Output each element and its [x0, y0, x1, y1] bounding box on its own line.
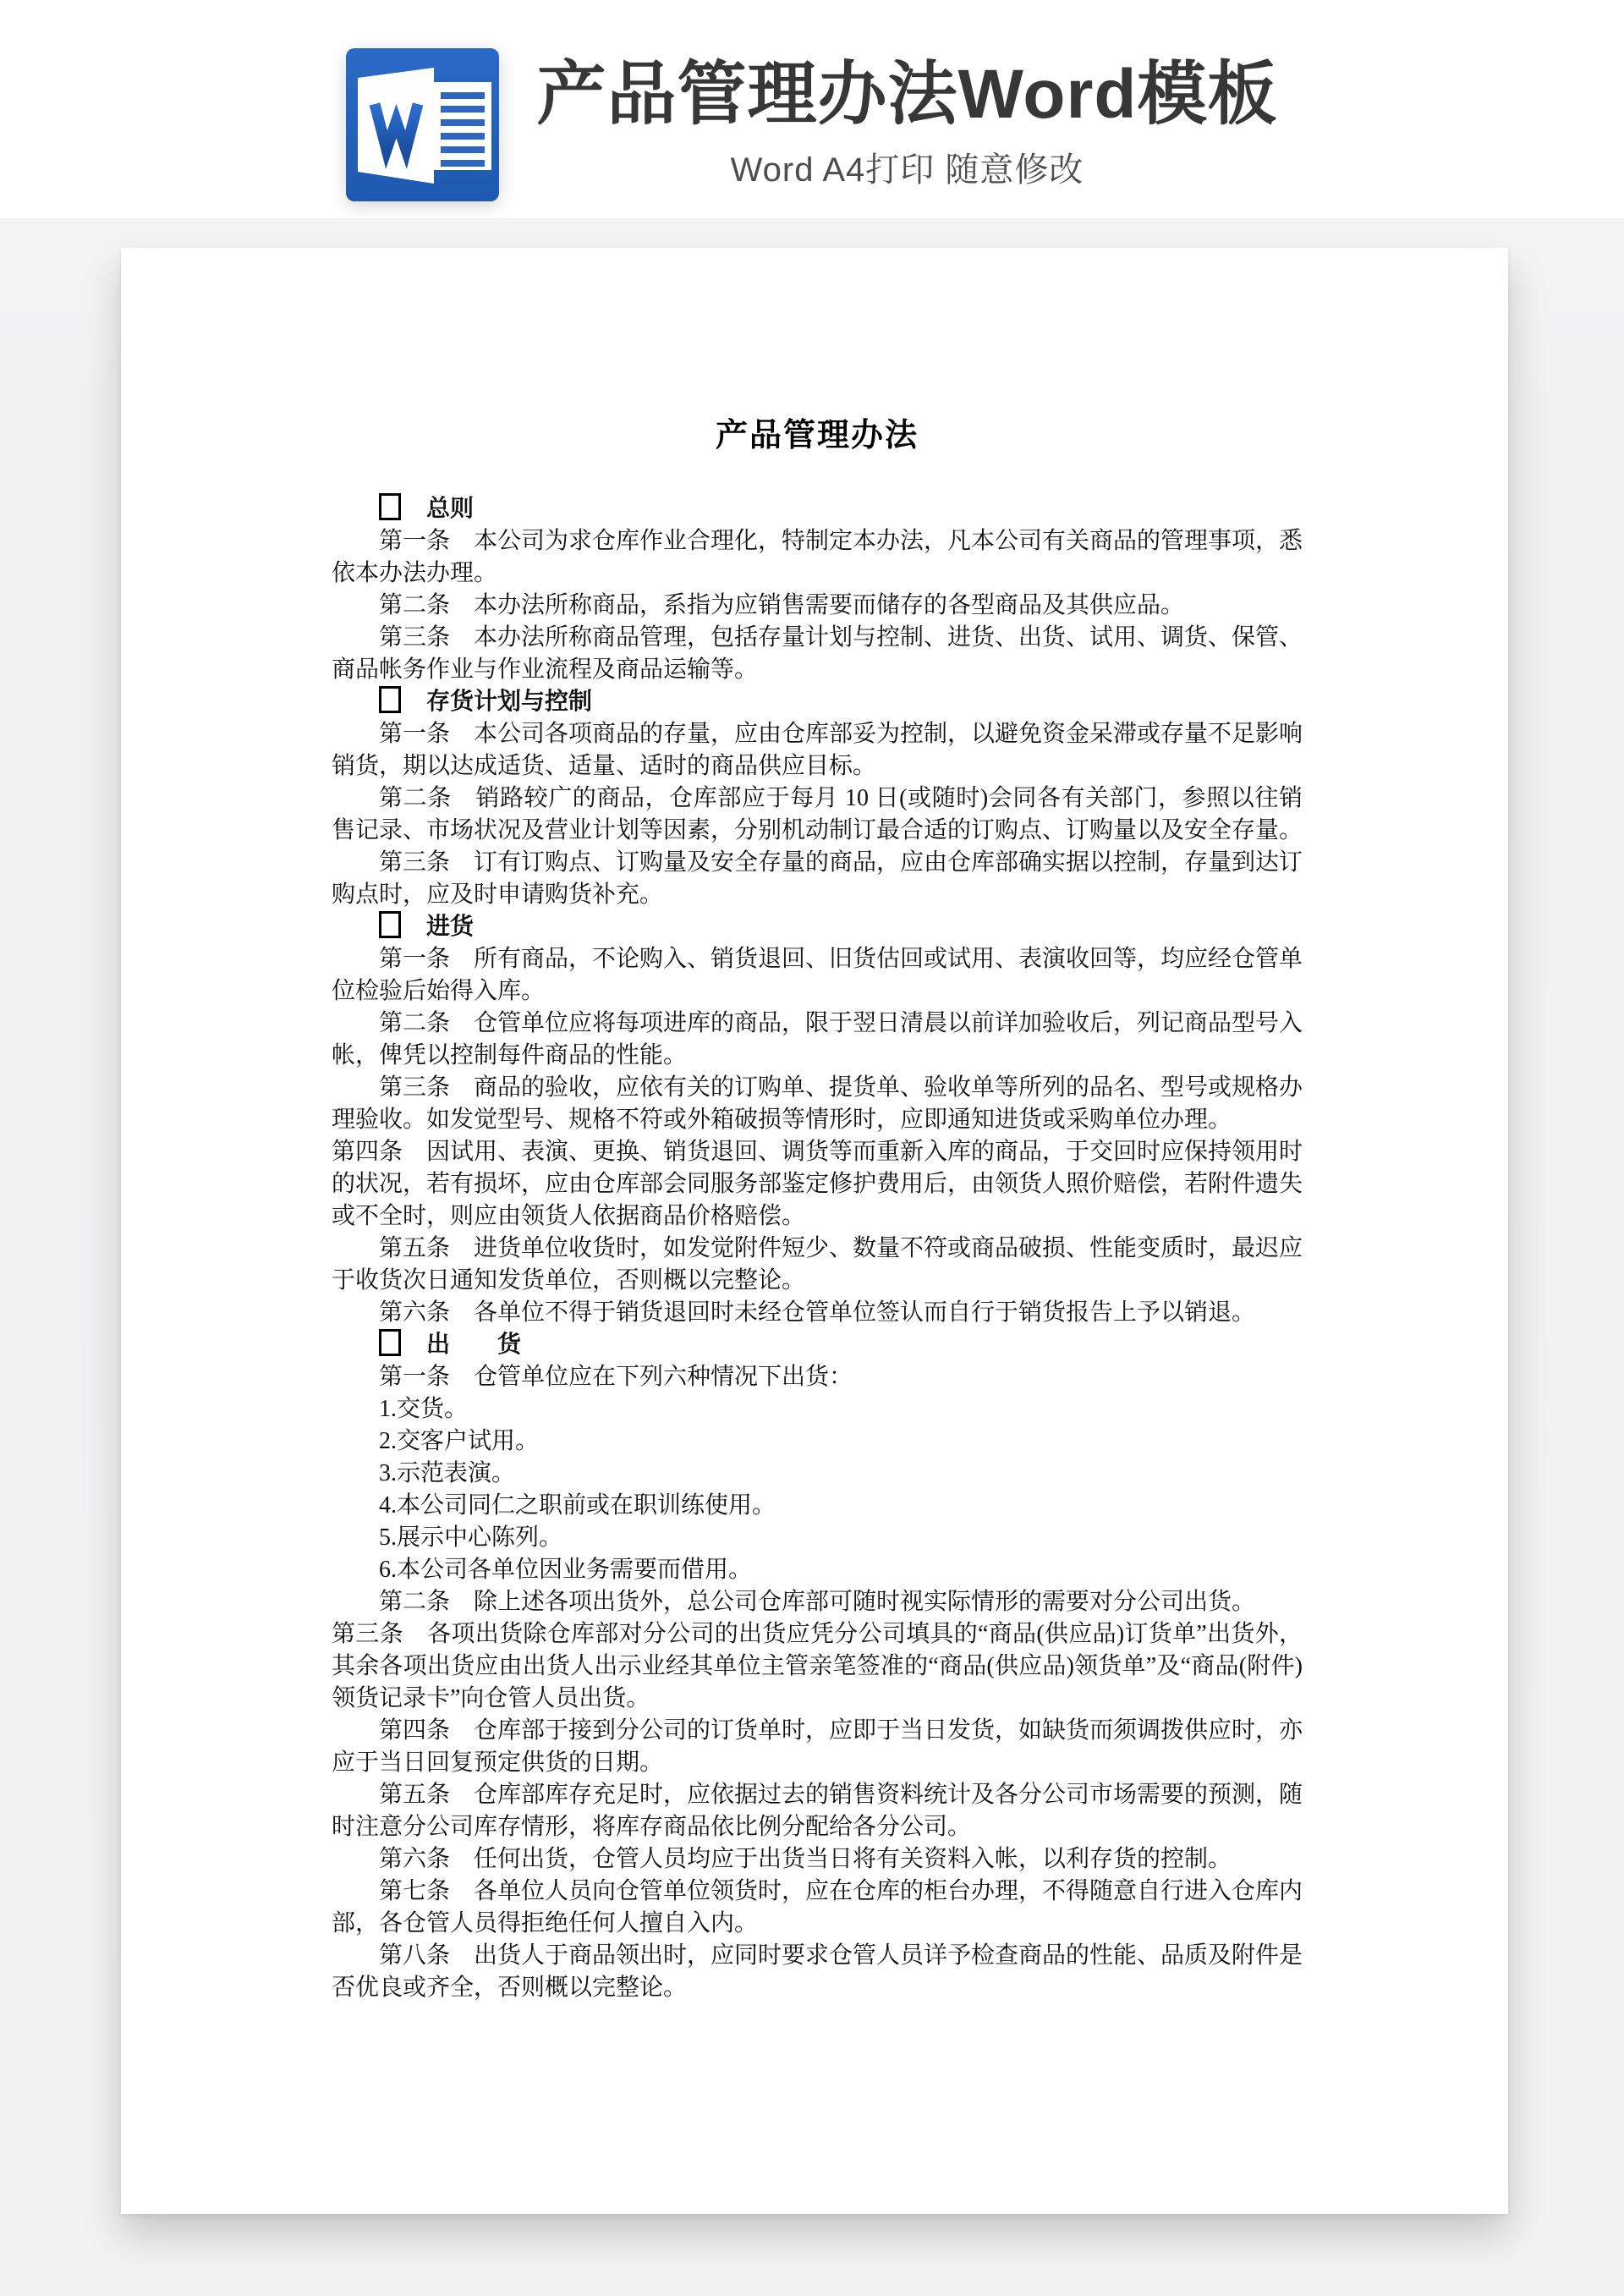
doc-paragraph: 第三条 本办法所称商品管理，包括存量计划与控制、进货、出货、试用、调货、保管、商品帐务作业与作业流程及商品运输等。	[332, 624, 1303, 683]
document-page	[121, 248, 1508, 2214]
doc-paragraph: 第四条 因试用、表演、更换、销货退回、调货等而重新入库的商品，于交回时应保持领用时的状况，若有损坏，应由仓库部会同服务部鉴定修护费用后，由领货人照价赔偿，若附件遗失或不全时，则应由领货人依据商品价格赔偿。	[332, 1139, 1303, 1229]
doc-paragraph: 第二条 仓管单位应将每项进库的商品，限于翌日清晨以前详加验收后，列记商品型号入帐，俾凭以控制每件商品的性能。	[332, 1010, 1303, 1068]
doc-paragraph: 1.交货。	[379, 1396, 469, 1422]
doc-paragraph: 3.示范表演。	[379, 1460, 516, 1486]
doc-paragraph: 第一条 本公司为求仓库作业合理化，特制定本办法，凡本公司有关商品的管理事项，悉依本办法办理。	[332, 528, 1303, 586]
doc-paragraph: 第三条 各项出货除仓库部对分公司的出货应凭分公司填具的“商品(供应品)订货单”出货外，其余各项出货应由出货人出示业经其单位主管亲笔签准的“商品(供应品)领货单”及“商品(附件)领货记录卡”向仓管人员出货。	[332, 1621, 1303, 1711]
doc-paragraph: 第五条 仓库部库存充足时，应依据过去的销售资料统计及各分公司市场需要的预测，随时注意分公司库存情形，将库存商品依比例分配给各分公司。	[332, 1782, 1303, 1840]
doc-sections	[332, 493, 1303, 2004]
section-marker-box	[379, 911, 401, 938]
doc-paragraph: 第六条 任何出货，仓管人员均应于出货当日将有关资料入帐，以利存货的控制。	[379, 1846, 1232, 1872]
doc-paragraph: 第五条 进货单位收货时，如发觉附件短少、数量不符或商品破损、性能变质时，最迟应于收货次日通知发货单位，否则概以完整论。	[332, 1235, 1303, 1294]
section-heading	[332, 493, 1303, 525]
section-heading-label: 总则	[426, 496, 475, 522]
section-marker-box	[379, 1329, 401, 1356]
banner-inner	[0, 0, 1624, 218]
section-heading-label: 出 货	[426, 1332, 522, 1358]
section-heading-label: 存货计划与控制	[426, 689, 593, 715]
doc-paragraph: 第三条 商品的验收，应依有关的订购单、提货单、验收单等所列的品名、型号或规格办理验收。如发觉型号、规格不符或外箱破损等情形时，应即通知进货或采购单位办理。	[332, 1074, 1303, 1133]
document-title: 产品管理办法	[715, 418, 919, 453]
word-logo-icon	[346, 48, 499, 201]
banner-text-block	[536, 58, 1277, 191]
doc-paragraph: 第一条 所有商品，不论购入、销货退回、旧货估回或试用、表演收回等，均应经仓管单位检验后始得入库。	[332, 946, 1303, 1004]
doc-paragraph: 第三条 订有订购点、订购量及安全存量的商品，应由仓库部确实据以控制，存量到达订购点时，应及时申请购货补充。	[332, 849, 1303, 908]
doc-paragraph: 第四条 仓库部于接到分公司的订货单时，应即于当日发货，如缺货而须调拨供应时，亦应于当日回复预定供货的日期。	[332, 1717, 1303, 1776]
doc-paragraph: 第一条 本公司各项商品的存量，应由仓库部妥为控制，以避免资金呆滞或存量不足影响销货，期以达成适货、适量、适时的商品供应目标。	[332, 721, 1303, 779]
document-body	[332, 417, 1303, 2004]
doc-paragraph: 2.交客户试用。	[379, 1428, 540, 1454]
template-banner	[0, 0, 1624, 218]
section-heading	[332, 686, 1303, 718]
doc-paragraph: 6.本公司各单位因业务需要而借用。	[379, 1557, 753, 1583]
section-heading	[332, 911, 1303, 943]
doc-paragraph: 第二条 本办法所称商品，系指为应销售需要而储存的各型商品及其供应品。	[379, 592, 1185, 618]
section-marker-box	[379, 493, 401, 520]
section-marker-box	[379, 686, 401, 713]
doc-paragraph: 第二条 除上述各项出货外，总公司仓库部可随时视实际情形的需要对分公司出货。	[379, 1589, 1256, 1615]
doc-paragraph: 第七条 各单位人员向仓管单位领货时，应在仓库的柜台办理，不得随意自行进入仓库内部，各仓管人员得拒绝任何人擅自入内。	[332, 1878, 1303, 1936]
banner-title: 产品管理办法Word模板	[536, 56, 1278, 134]
doc-paragraph: 第六条 各单位不得于销货退回时未经仓管单位签认而自行于销货报告上予以销退。	[379, 1299, 1256, 1326]
banner-subtitle: Word A4打印 随意修改	[730, 151, 1084, 189]
doc-paragraph: 第二条 销路较广的商品，仓库部应于每月 10 日(或随时)会同各有关部门，参照以往销售记录、市场状况及营业计划等因素，分别机动制订最合适的订购点、订购量以及安全存量。	[332, 785, 1303, 843]
section-heading	[332, 1329, 1303, 1361]
doc-paragraph: 第一条 仓管单位应在下列六种情况下出货：	[379, 1364, 853, 1390]
doc-paragraph: 5.展示中心陈列。	[379, 1524, 563, 1551]
section-heading-label: 进货	[426, 914, 475, 940]
doc-paragraph: 4.本公司同仁之职前或在职训练使用。	[379, 1492, 776, 1519]
doc-paragraph: 第八条 出货人于商品领出时，应同时要求仓管人员详予检查商品的性能、品质及附件是否优良或齐全，否则概以完整论。	[332, 1942, 1303, 2001]
